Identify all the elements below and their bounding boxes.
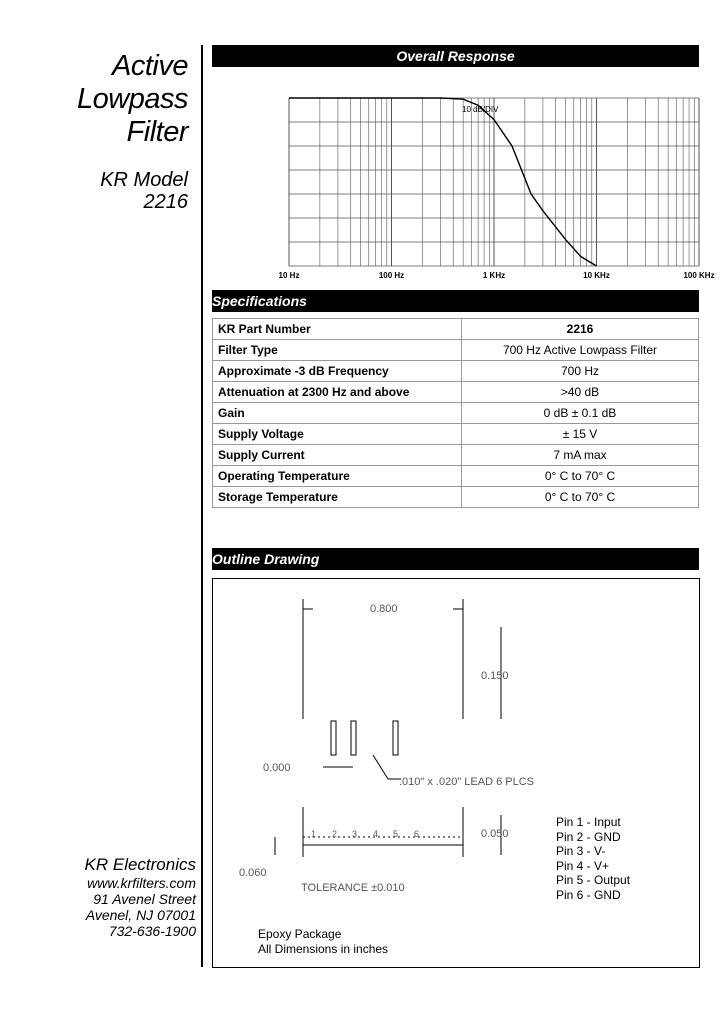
list-item: Pin 5 - Output — [556, 873, 631, 887]
outline-svg — [213, 579, 699, 967]
company-city: Avenel, NJ 07001 — [85, 907, 196, 923]
spec-value: 700 Hz Active Lowpass Filter — [462, 340, 699, 361]
spec-header-row — [213, 319, 699, 340]
title-line-2: Lowpass — [77, 83, 188, 115]
x-tick-label: 100 KHz — [683, 271, 715, 280]
drawing-notes — [258, 927, 388, 956]
spec-table — [212, 318, 699, 508]
outline-drawing — [212, 578, 700, 968]
section-header-specs: Specifications — [212, 290, 699, 312]
pin-number: 6 — [414, 829, 420, 839]
pin-number: 3 — [352, 829, 358, 839]
title-line-3: Filter — [126, 116, 188, 148]
spec-label: Supply Voltage — [213, 424, 462, 445]
model-label: KR Model — [100, 169, 188, 191]
title-line-1: Active — [112, 50, 188, 82]
company-street: 91 Avenel Street — [93, 891, 196, 907]
pin-number: 4 — [373, 829, 379, 839]
package-note: Epoxy Package — [258, 927, 342, 941]
section-header-response: Overall Response — [212, 45, 699, 67]
table-row — [213, 466, 699, 487]
table-row — [213, 424, 699, 445]
standoff-dim-label: 0.060 — [239, 867, 267, 879]
table-row — [213, 382, 699, 403]
spec-header-value: 2216 — [462, 319, 699, 340]
spec-label: Storage Temperature — [213, 487, 462, 508]
list-item: Pin 6 - GND — [556, 887, 621, 902]
lead — [351, 721, 356, 755]
response-chart — [212, 70, 715, 285]
lead — [393, 721, 398, 755]
spec-value: >40 dB — [462, 382, 699, 403]
spec-value: 0 dB ± 0.1 dB — [462, 403, 699, 424]
spec-label: Operating Temperature — [213, 466, 462, 487]
company-website[interactable]: www.krfilters.com — [87, 875, 196, 891]
leader-line — [373, 755, 401, 779]
table-row — [213, 361, 699, 382]
vertical-divider — [201, 45, 203, 967]
table-row — [213, 487, 699, 508]
x-tick-label: 100 Hz — [378, 271, 405, 280]
pin-list — [556, 815, 630, 902]
spec-value: 700 Hz — [462, 361, 699, 382]
section-header-outline: Outline Drawing — [212, 548, 699, 570]
spec-label: Supply Current — [213, 445, 462, 466]
pin-number: 1 — [311, 829, 317, 839]
model-number: 2216 — [143, 191, 188, 213]
pin-number: 2 — [332, 829, 338, 839]
x-tick-label: 10 Hz — [278, 271, 300, 280]
table-row — [213, 445, 699, 466]
company-name: KR Electronics — [84, 855, 196, 874]
company-phone: 732-636-1900 — [108, 923, 196, 939]
x-tick-label: 10 KHz — [583, 271, 610, 280]
table-row — [213, 403, 699, 424]
list-item: Pin 2 - GND — [556, 829, 621, 844]
spec-label: Approximate -3 dB Frequency — [213, 361, 462, 382]
list-item: Pin 4 - V+ — [556, 858, 610, 873]
product-title — [77, 50, 188, 213]
units-note: All Dimensions in inches — [258, 941, 389, 956]
spec-value: ± 15 V — [462, 424, 699, 445]
tolerance-label: TOLERANCE ±0.010 — [301, 882, 405, 894]
list-item: Pin 3 - V- — [556, 844, 606, 858]
x-tick-label: 1 KHz — [482, 271, 506, 280]
chart-annotation: 10 dB/DIV — [462, 105, 499, 114]
list-item: Pin 1 - Input — [556, 815, 621, 829]
spec-label: Gain — [213, 403, 462, 424]
response-curve — [289, 98, 597, 266]
spec-value: 0° C to 70° C — [462, 487, 699, 508]
pin-number: 5 — [393, 829, 399, 839]
height-dim-label: 0.150 — [481, 670, 509, 682]
company-info — [85, 855, 196, 939]
spec-header-label: KR Part Number — [213, 319, 462, 340]
lead — [331, 721, 336, 755]
spec-value: 0° C to 70° C — [462, 466, 699, 487]
spec-label: Attenuation at 2300 Hz and above — [213, 382, 462, 403]
lead-note: .010" x .020" LEAD 6 PLCS — [399, 776, 534, 788]
table-row — [213, 340, 699, 361]
pin-spacing-label: 0.000 — [263, 762, 291, 774]
width-dim-label: 0.800 — [370, 603, 398, 615]
spec-value: 7 mA max — [462, 445, 699, 466]
body-dim-label: 0.050 — [481, 828, 509, 840]
spec-label: Filter Type — [213, 340, 462, 361]
